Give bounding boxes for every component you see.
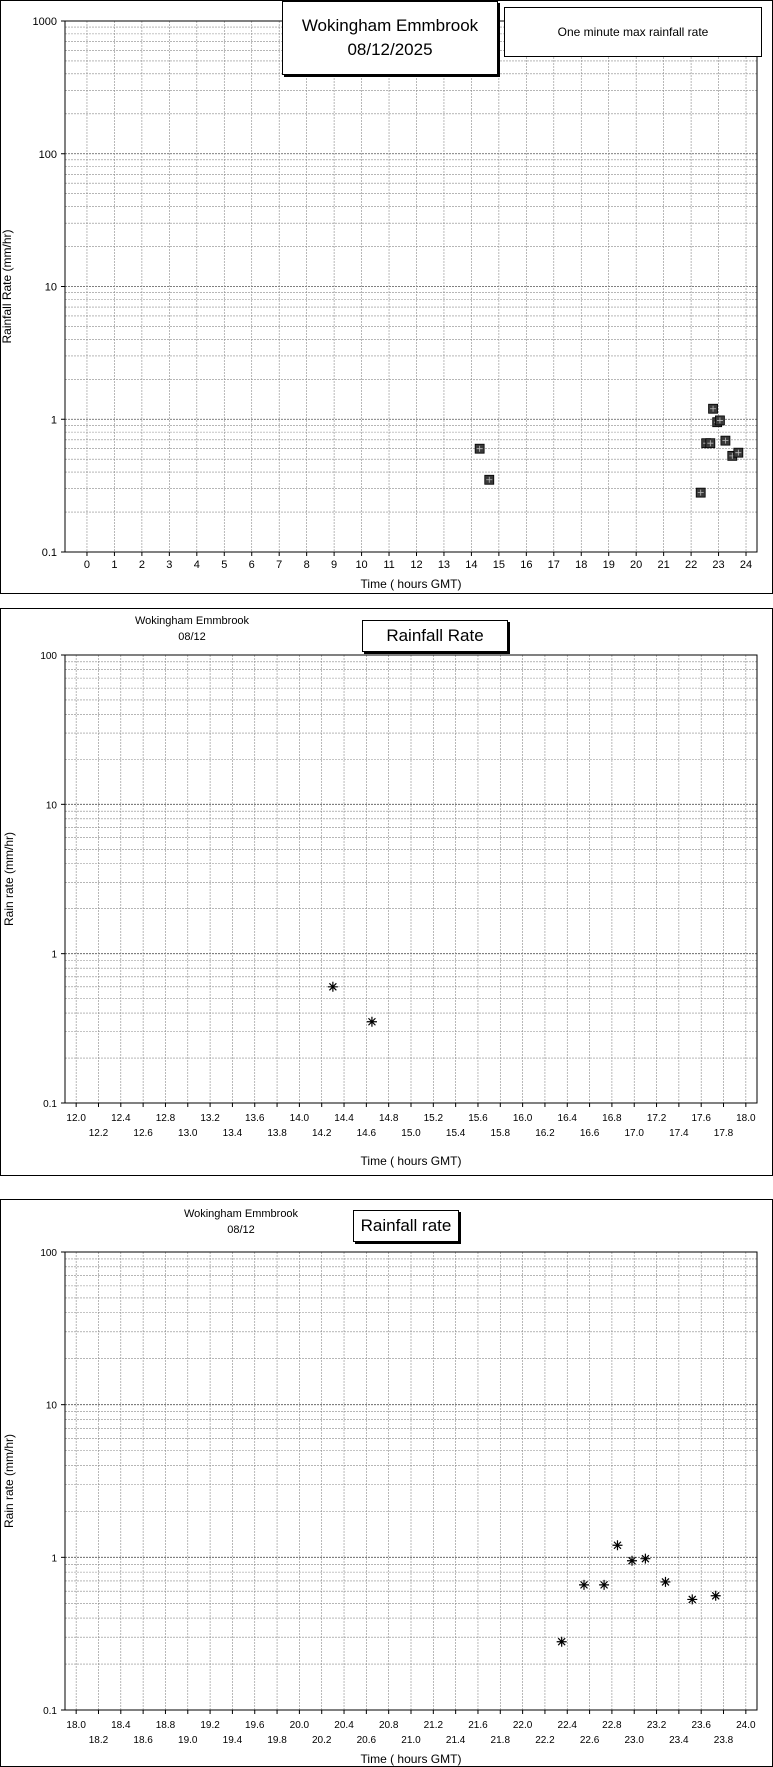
y-tick-label: 10 <box>45 800 57 812</box>
y-tick-label: 0.1 <box>43 1099 57 1110</box>
x-tick-label: 0 <box>83 559 91 571</box>
x-tick-label: 18.4 <box>111 1720 131 1731</box>
y-tick-label: 100 <box>40 651 57 662</box>
x-axis-label: Time ( hours GMT) <box>360 1154 462 1168</box>
y-tick-label: 1 <box>51 1553 57 1565</box>
x-tick-label: 23.4 <box>669 1735 689 1746</box>
chart-title-box <box>362 620 508 652</box>
x-tick-label: 23.0 <box>624 1735 644 1746</box>
x-tick-label: 19.2 <box>200 1720 220 1731</box>
legend-label: One minute max rainfall rate <box>557 25 709 39</box>
x-tick-label: 12.2 <box>88 1128 109 1139</box>
x-tick-label: 13.0 <box>178 1128 198 1139</box>
x-tick-label: 19.4 <box>222 1735 243 1746</box>
x-tick-label: 20.0 <box>289 1720 310 1731</box>
x-tick-label: 22.0 <box>512 1720 533 1731</box>
y-axis-label: Rain rate (mm/hr) <box>2 1433 16 1529</box>
x-tick-label: 17 <box>547 559 560 571</box>
x-tick-label: 13.8 <box>267 1128 287 1139</box>
y-axis-label: Rainfall Rate (mm/hr) <box>0 229 14 344</box>
x-tick-label: 22.6 <box>579 1735 600 1746</box>
x-tick-label: 12.6 <box>133 1128 153 1139</box>
x-tick-label: 18.0 <box>736 1113 756 1124</box>
chart-title: Rainfall Rate <box>386 626 484 645</box>
data-point <box>711 1591 721 1601</box>
x-tick-label: 20.8 <box>378 1720 399 1731</box>
x-tick-label: 14.4 <box>334 1113 354 1124</box>
x-tick-label: 13.2 <box>200 1113 220 1124</box>
data-point <box>696 488 705 497</box>
x-tick-label: 10 <box>355 559 368 571</box>
evening-rainfall-chart <box>1 1200 772 1766</box>
x-tick-label: 21 <box>657 559 670 571</box>
data-point <box>475 444 484 453</box>
data-point <box>660 1577 670 1587</box>
x-tick-label: 19.6 <box>245 1720 265 1731</box>
y-tick-label: 100 <box>38 148 57 161</box>
x-tick-label: 18 <box>575 559 588 571</box>
x-tick-label: 18.6 <box>133 1735 153 1746</box>
x-tick-label: 24.0 <box>736 1720 756 1731</box>
x-tick-label: 21.6 <box>468 1720 488 1731</box>
x-tick-label: 20.2 <box>311 1735 332 1746</box>
chart-title: Rainfall rate <box>360 1216 452 1235</box>
x-tick-label: 18.8 <box>155 1720 176 1731</box>
daily-rainfall-chart <box>1 1 772 593</box>
x-tick-label: 15.6 <box>468 1113 488 1124</box>
data-point <box>557 1637 567 1647</box>
data-point <box>599 1580 609 1590</box>
x-tick-label: 12.4 <box>111 1113 131 1124</box>
x-tick-label: 19.0 <box>178 1735 198 1746</box>
x-tick-label: 12.0 <box>66 1113 86 1124</box>
data-point <box>328 982 338 992</box>
y-tick-label: 0.1 <box>41 547 57 559</box>
station-name: Wokingham Emmbrook <box>183 1208 299 1220</box>
x-tick-label: 19 <box>602 559 615 571</box>
y-axis-label: Rain rate (mm/hr) <box>2 831 16 927</box>
data-point <box>734 448 743 457</box>
x-tick-label: 12.8 <box>155 1113 176 1124</box>
data-point <box>485 475 494 484</box>
data-point <box>367 1017 377 1027</box>
x-tick-label: 15.4 <box>445 1128 466 1139</box>
data-point <box>709 404 718 413</box>
data-point <box>706 439 715 448</box>
x-tick-label: 23.6 <box>691 1720 711 1731</box>
legend-box <box>504 7 762 57</box>
x-tick-label: 22.2 <box>535 1735 555 1746</box>
midday-rainfall-chart <box>1 609 772 1175</box>
y-tick-label: 10 <box>45 1400 57 1412</box>
x-tick-label: 24 <box>739 559 753 571</box>
x-tick-label: 15.0 <box>401 1128 421 1139</box>
x-tick-label: 16.0 <box>512 1113 533 1124</box>
data-point <box>640 1554 650 1564</box>
x-tick-label: 19.8 <box>267 1735 287 1746</box>
chart-panel-daily <box>0 0 773 594</box>
x-tick-label: 14.2 <box>311 1128 332 1139</box>
x-tick-label: 13.4 <box>222 1128 243 1139</box>
x-tick-label: 5 <box>221 559 228 571</box>
x-tick-label: 14.0 <box>289 1113 310 1124</box>
x-tick-label: 21.0 <box>401 1735 421 1746</box>
station-caption <box>107 613 277 645</box>
x-tick-label: 17.8 <box>713 1128 734 1139</box>
x-tick-label: 18.2 <box>88 1735 109 1746</box>
x-tick-label: 21.4 <box>445 1735 466 1746</box>
x-axis-label: Time ( hours GMT) <box>360 1752 462 1766</box>
y-tick-label: 100 <box>40 1248 57 1259</box>
x-tick-label: 14.6 <box>356 1128 377 1139</box>
chart-date: 08/12/2025 <box>347 40 433 59</box>
x-axis-label: Time ( hours GMT) <box>360 577 462 591</box>
y-tick-label: 0.1 <box>43 1706 57 1717</box>
x-tick-label: 9 <box>331 559 338 571</box>
station-caption <box>166 1206 316 1238</box>
x-tick-label: 16.8 <box>602 1113 622 1124</box>
y-tick-label: 1 <box>51 949 57 961</box>
x-tick-label: 14.8 <box>378 1113 399 1124</box>
x-tick-label: 16 <box>520 559 533 571</box>
x-tick-label: 18.0 <box>66 1720 86 1731</box>
x-tick-label: 23 <box>712 559 725 571</box>
x-tick-label: 17.4 <box>669 1128 689 1139</box>
x-tick-label: 17.2 <box>646 1113 667 1124</box>
chart-panel-midday <box>0 608 773 1176</box>
x-tick-label: 3 <box>166 559 173 571</box>
y-tick-label: 1000 <box>32 16 57 28</box>
x-tick-label: 15.8 <box>490 1128 511 1139</box>
x-tick-label: 20 <box>630 559 643 571</box>
x-tick-label: 13 <box>437 559 451 571</box>
x-tick-label: 2 <box>138 559 145 571</box>
data-point <box>715 416 724 425</box>
x-tick-label: 15.2 <box>423 1113 444 1124</box>
x-tick-label: 11 <box>383 559 395 571</box>
x-tick-label: 15 <box>492 559 505 571</box>
x-tick-label: 6 <box>248 559 255 571</box>
data-point <box>721 436 730 445</box>
station-date: 08/12 <box>178 631 206 643</box>
x-tick-label: 16.6 <box>579 1128 600 1139</box>
x-tick-label: 17.6 <box>691 1113 711 1124</box>
station-date: 08/12 <box>227 1224 255 1236</box>
x-tick-label: 22 <box>684 559 698 571</box>
x-tick-label: 16.2 <box>535 1128 555 1139</box>
x-tick-label: 20.6 <box>356 1735 377 1746</box>
x-tick-label: 14 <box>465 559 478 571</box>
y-tick-label: 1 <box>50 414 57 427</box>
x-tick-label: 12 <box>410 559 423 571</box>
x-tick-label: 21.2 <box>423 1720 444 1731</box>
chart-title-box <box>282 1 498 75</box>
x-tick-label: 7 <box>276 559 283 571</box>
chart-panel-evening <box>0 1199 773 1767</box>
chart-title: Wokingham Emmbrook <box>301 16 479 35</box>
data-point <box>687 1594 697 1604</box>
data-point <box>612 1540 622 1550</box>
x-tick-label: 8 <box>303 559 310 571</box>
x-tick-label: 21.8 <box>490 1735 511 1746</box>
x-tick-label: 16.4 <box>557 1113 577 1124</box>
data-point <box>579 1580 589 1590</box>
x-tick-label: 23.2 <box>646 1720 667 1731</box>
station-name: Wokingham Emmbrook <box>134 615 250 627</box>
x-tick-label: 13.6 <box>245 1113 265 1124</box>
x-tick-label: 4 <box>193 559 200 571</box>
x-tick-label: 17.0 <box>624 1128 644 1139</box>
x-tick-label: 22.8 <box>602 1720 622 1731</box>
y-tick-label: 10 <box>44 281 57 294</box>
x-tick-label: 1 <box>111 559 118 571</box>
chart-title-box <box>353 1210 459 1242</box>
x-tick-label: 20.4 <box>334 1720 354 1731</box>
x-tick-label: 23.8 <box>713 1735 734 1746</box>
x-tick-label: 22.4 <box>557 1720 577 1731</box>
